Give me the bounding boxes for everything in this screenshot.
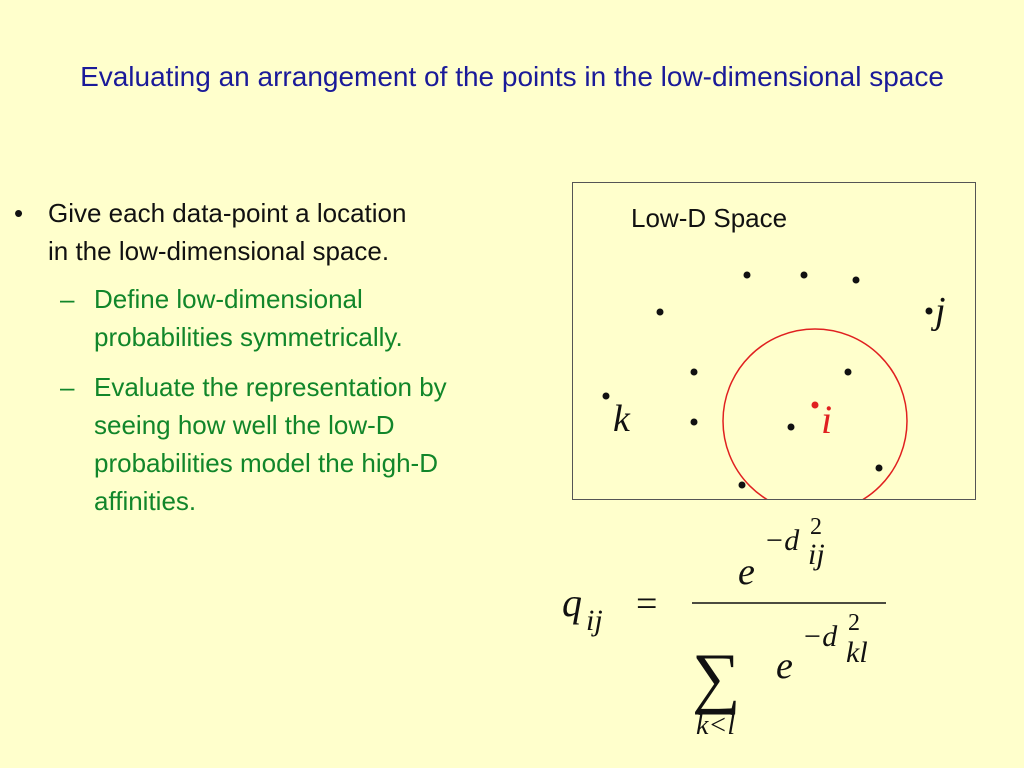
point-label-i: i <box>821 397 833 442</box>
sub-bullet-marker: – <box>60 372 75 402</box>
sum-subscript: k<l <box>696 710 736 741</box>
numerator-base: e <box>738 551 755 593</box>
sub-bullet-marker: – <box>60 284 75 314</box>
data-point <box>739 482 746 489</box>
low-d-space-label: Low-D Space <box>631 203 788 233</box>
data-point <box>853 277 860 284</box>
q-ij-formula <box>540 500 960 760</box>
data-point <box>691 419 698 426</box>
denominator-base: e <box>776 645 793 687</box>
formula-lhs: q <box>562 580 582 625</box>
denominator-exponent: −d <box>802 620 838 653</box>
data-point-j <box>926 308 933 315</box>
formula-lhs-sub: ij <box>586 604 603 637</box>
neighborhood-circle <box>723 329 907 499</box>
sub-bullet-text: Evaluate the representation by seeing how well the low-D probabilities model the high-D affinities. <box>94 372 447 516</box>
bullet-text: Give each data-point a location in the low-dimensional space. <box>48 198 407 266</box>
data-point <box>744 272 751 279</box>
sum-symbol: ∑ <box>692 639 741 715</box>
data-point <box>788 424 795 431</box>
formula-svg <box>540 500 960 760</box>
data-point <box>801 272 808 279</box>
point-label-k: k <box>613 398 630 440</box>
slide-title: Evaluating an arrangement of the points in the low-dimensional space <box>80 61 944 92</box>
data-point-i <box>812 402 819 409</box>
low-d-space-panel <box>572 182 976 500</box>
numerator-exponent: −d <box>764 524 800 557</box>
sub-bullet-item <box>60 368 534 520</box>
denominator-exponent-sub: kl <box>846 636 868 669</box>
denominator-exponent-sup: 2 <box>848 610 860 636</box>
data-point-k <box>603 393 610 400</box>
bullet-marker: • <box>14 198 24 228</box>
point-label-j: j <box>935 290 946 332</box>
data-point <box>845 369 852 376</box>
sub-bullet-item <box>60 280 534 356</box>
numerator-exponent-sub: ij <box>808 538 825 571</box>
data-point <box>876 465 883 472</box>
sub-bullet-text: Define low-dimensional probabilities symmetrically. <box>94 284 403 352</box>
numerator-exponent-sup: 2 <box>810 514 822 540</box>
low-d-space-diagram <box>573 183 975 499</box>
bullet-item <box>14 194 534 270</box>
data-point <box>657 309 664 316</box>
formula-equals: = <box>636 583 658 625</box>
data-point <box>691 369 698 376</box>
bullet-list <box>14 194 534 520</box>
